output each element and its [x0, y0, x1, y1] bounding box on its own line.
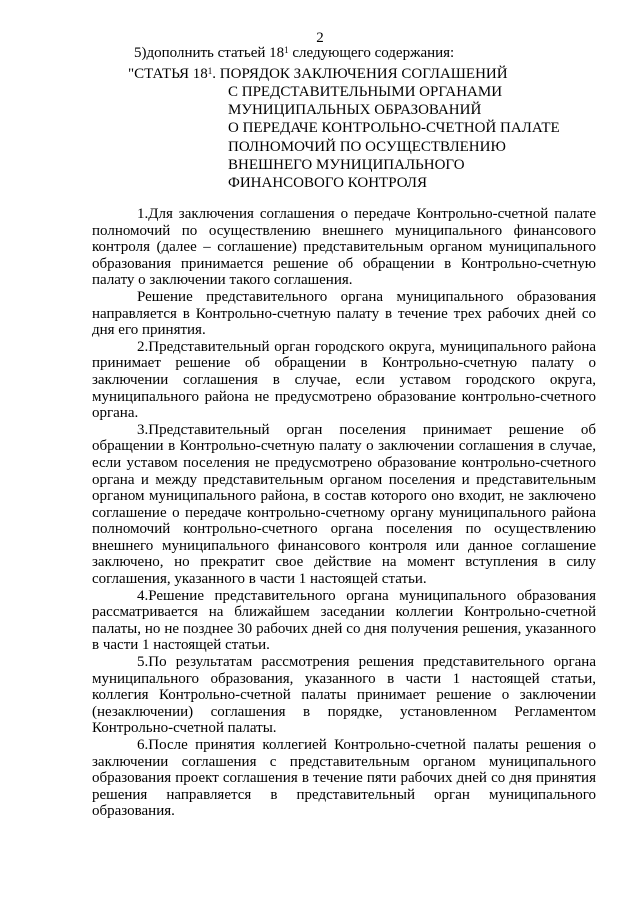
paragraph-part-5: 5.По результатам рассмотрения решения представительного органа муниципального образования, указанного в части 1 настоящей статьи, коллегия Контрольно-счетной палаты принимает решение о заключении (незаключении) соглашения в порядке, установленном Регламентом Контрольно-счетной палаты.	[92, 654, 596, 737]
amendment-suffix: следующего содержания:	[288, 45, 455, 61]
paragraph-part-2: 2.Представительный орган городского округа, муниципального района принимает решение об обращении в Контрольно-счетную палату о заключении соглашения в случае, если уставом городского округа, муниципального района не предусмотрено образование контрольно-счетного органа.	[92, 338, 596, 422]
article-body	[92, 206, 596, 820]
amendment-superscript: 1	[284, 45, 289, 55]
article-heading-prefix: "СТАТЬЯ 18	[128, 66, 208, 82]
paragraph-part-6: 6.После принятия коллегией Контрольно-счетной палаты решения о заключении соглашения с представительным органом муниципального образования проект соглашения в течение пяти рабочих дней со дня принятия решения направляется в представительный орган муниципального образования.	[92, 737, 596, 820]
amendment-prefix: 5)дополнить статьей 18	[134, 45, 285, 61]
article-heading-first-line	[128, 65, 508, 83]
paragraph-part-1-decision: Решение представительного органа муниципального образования направляется в Контрольно-счетную палату в течение трех рабочих дней со дня его принятия.	[92, 288, 596, 339]
article-heading-superscript: 1	[207, 66, 213, 76]
page-number: 2	[316, 30, 324, 46]
paragraph-part-4: 4.Решение представительного органа муниципального образования рассматривается на ближайшем заседании коллегии Контрольно-счетной палаты, но не позднее 30 рабочих дней со дня получения решения, указанного в части 1 настоящей статьи.	[92, 587, 596, 654]
paragraph-part-1: 1.Для заключения соглашения о передаче Контрольно-счетной палате полномочий по осуществлению внешнего муниципального финансового контроля (далее – соглашение) представительным органом муниципального образования принимается решение об обращении в Контрольно-счетную палату о заключении такого соглашения.	[92, 206, 596, 289]
amendment-line	[134, 45, 454, 62]
article-heading-continuation: С ПРЕДСТАВИТЕЛЬНЫМИ ОРГАНАМИ МУНИЦИПАЛЬНЫХ ОБРАЗОВАНИЙ О ПЕРЕДАЧЕ КОНТРОЛЬНО-СЧЕТНОЙ ПАЛАТЕ ПОЛНОМОЧИЙ ПО ОСУЩЕСТВЛЕНИЮ ВНЕШНЕГО МУНИЦИПАЛЬНОГО ФИНАНСОВОГО КОНТРОЛЯ	[228, 84, 560, 192]
paragraph-part-3: 3.Представительный орган поселения принимает решение об обращении в Контрольно-счетную палату о заключении соглашения в случае, если уставом поселения не предусмотрено образование контрольно-счетного органа и между представительным органом поселения и представительным органом муниципального района, в состав которого оно входит, не заключено соглашение о передаче контрольно-счетному органу муниципального района полномочий контрольно-счетного органа поселения по осуществлению внешнего муниципального финансового контроля или данное соглашение заключено, но прекратит свое действие на момент вступления в силу соглашения, указанного в части 1 настоящей статьи.	[92, 421, 596, 588]
article-heading-title-start: . ПОРЯДОК ЗАКЛЮЧЕНИЯ СОГЛАШЕНИЙ	[212, 66, 508, 82]
